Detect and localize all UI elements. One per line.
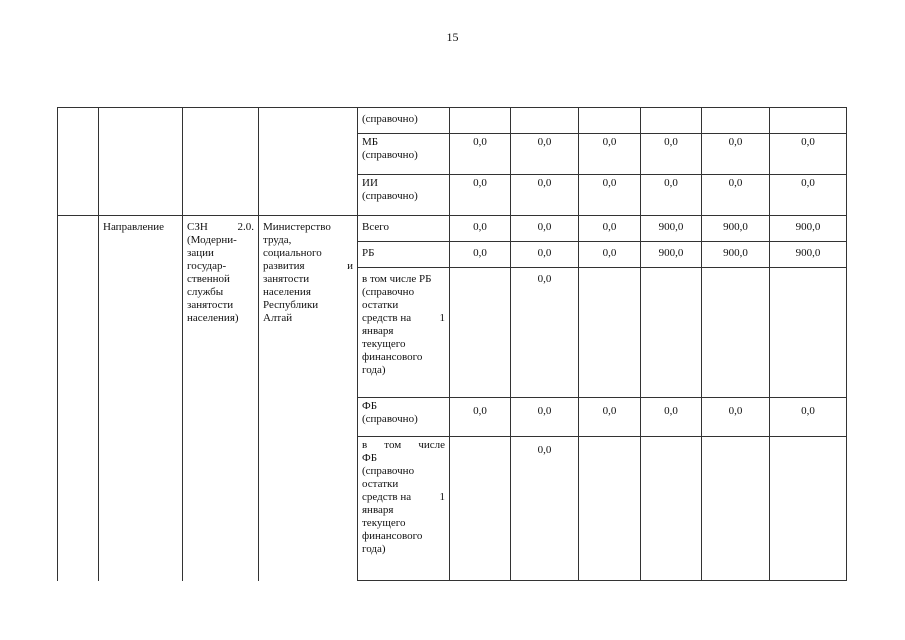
value-cell: 900,0 [702, 216, 770, 242]
value-cell: 0,0 [511, 216, 579, 242]
value-cell [770, 437, 847, 581]
value-cell [450, 268, 511, 398]
value-cell [579, 108, 641, 134]
value-cell [641, 437, 702, 581]
value-cell: 0,0 [770, 134, 847, 175]
value-cell: 0,0 [511, 134, 579, 175]
cell-col2 [99, 108, 183, 216]
executor-cell: Министерство труда, социального развития и занятости населения Республики Алтай [259, 216, 358, 581]
page-number: 15 [446, 30, 459, 44]
value-cell: 0,0 [511, 398, 579, 437]
value-cell: 0,0 [450, 175, 511, 216]
value-cell [770, 108, 847, 134]
table-row [58, 108, 847, 134]
row-label: ИИ (справочно) [358, 175, 450, 216]
row-label: в том числе РБ (справочно остатки средств на 1 января текущего финансового года) [358, 268, 450, 398]
budget-table [57, 107, 847, 581]
value-cell: 900,0 [641, 216, 702, 242]
value-cell: 0,0 [579, 175, 641, 216]
row-label: (справочно) [358, 108, 450, 134]
value-cell: 0,0 [450, 134, 511, 175]
row-label: МБ (справочно) [358, 134, 450, 175]
value-cell: 900,0 [702, 242, 770, 268]
value-cell: 900,0 [770, 242, 847, 268]
row-label: Всего [358, 216, 450, 242]
value-cell [641, 268, 702, 398]
value-cell: 0,0 [641, 175, 702, 216]
value-cell [450, 437, 511, 581]
value-cell: 900,0 [770, 216, 847, 242]
row-label: ФБ (справочно) [358, 398, 450, 437]
value-cell: 0,0 [511, 242, 579, 268]
direction-cell: Направление [99, 216, 183, 581]
value-cell [579, 437, 641, 581]
value-cell [702, 108, 770, 134]
cell-col1 [58, 216, 99, 581]
value-cell [450, 108, 511, 134]
cell-col1 [58, 108, 99, 216]
value-cell: 0,0 [450, 216, 511, 242]
value-cell [641, 108, 702, 134]
value-cell: 0,0 [511, 268, 579, 398]
value-cell [702, 268, 770, 398]
cell-col4 [259, 108, 358, 216]
value-cell: 0,0 [702, 134, 770, 175]
row-label: РБ [358, 242, 450, 268]
value-cell: 0,0 [579, 398, 641, 437]
value-cell: 0,0 [579, 134, 641, 175]
value-cell: 0,0 [702, 398, 770, 437]
value-cell: 900,0 [641, 242, 702, 268]
value-cell: 0,0 [770, 398, 847, 437]
table-row [58, 216, 847, 242]
value-cell: 0,0 [511, 175, 579, 216]
cell-col3 [183, 108, 259, 216]
value-cell: 0,0 [702, 175, 770, 216]
value-cell [511, 108, 579, 134]
value-cell: 0,0 [641, 134, 702, 175]
row-label: в том числе ФБ (справочно остатки средств на 1 января текущего финансового года) [358, 437, 450, 581]
value-cell [770, 268, 847, 398]
value-cell [702, 437, 770, 581]
value-cell: 0,0 [770, 175, 847, 216]
code-cell: СЗН 2.0. (Модерни- зации государ- ственной службы занятости населения) [183, 216, 259, 581]
value-cell: 0,0 [641, 398, 702, 437]
value-cell: 0,0 [511, 437, 579, 581]
value-cell: 0,0 [579, 216, 641, 242]
value-cell [579, 268, 641, 398]
value-cell: 0,0 [579, 242, 641, 268]
value-cell: 0,0 [450, 242, 511, 268]
value-cell: 0,0 [450, 398, 511, 437]
